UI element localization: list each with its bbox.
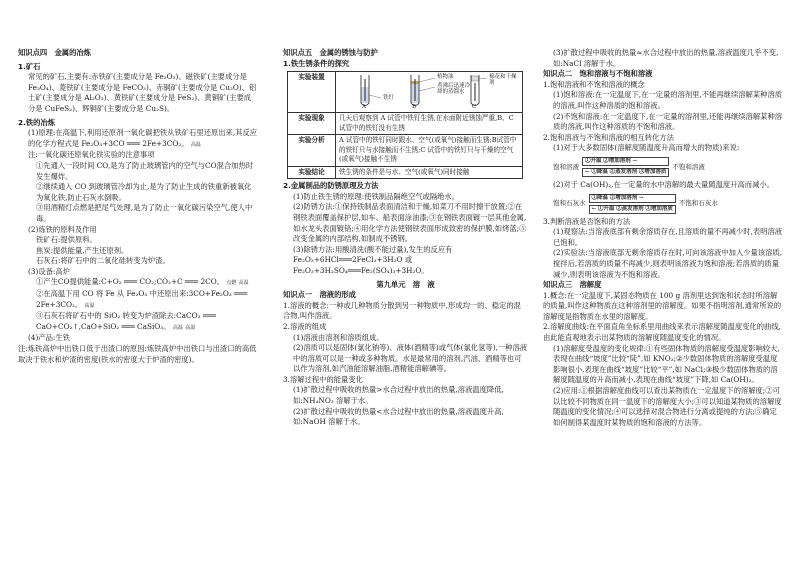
conversion-arrows (589, 193, 676, 215)
arrow-forward-conditions: ①升温 ②增加溶剂 → (582, 157, 669, 166)
note-heading: 注:一氧化碳还原氧化铁实验的注意事项 (28, 150, 155, 160)
test-tube-b (411, 75, 419, 106)
conversion-right: 不饱和石灰水 (678, 199, 718, 208)
conversion-right: 不饱和溶液 (672, 162, 705, 171)
paragraph: (2)实验法:当溶液底部无剩余溶质存在时,可向该溶液中加入少量该溶质,搅拌后,若溶质的质量不再减少,则表明该溶液为饱和溶液;若溶质的质量减少,则表明该溶液为不饱和溶液。 (553, 248, 783, 279)
equation-line: ②在高温下用 CO 将 Fe 从 Fe₂O₃ 中还原出来:3CO+Fe₂O₃ ═══ 2Fe+3CO₂。 高温 (18, 289, 258, 311)
paragraph: 石灰石:将矿石中的二氧化硅转变为炉渣。 (36, 256, 170, 266)
reaction-condition: 点燃 (226, 280, 237, 287)
label-nail: 铁钉 (383, 95, 395, 102)
conversion-diagram-2 (553, 193, 783, 215)
table-cell: 几天后观察到 A 试管中铁钉生锈,在水面附近锈蚀严重,B、C试管中的铁钉没有生锈 (336, 113, 523, 135)
table-row-label: 实验分析 (288, 135, 336, 167)
apparatus-figure (336, 72, 523, 113)
conversion-left: 饱和石灰水 (553, 199, 586, 208)
column-left (18, 48, 258, 365)
reaction-condition: 高温 (185, 324, 196, 331)
section-title: 知识点三 溶解度 (543, 280, 602, 290)
conversion-diagram-1 (553, 156, 783, 178)
section-title: 知识点四 金属的冶炼 (18, 48, 91, 57)
label-oil: 植物油 (437, 74, 454, 81)
paragraph: 常见的矿石,主要有:赤铁矿(主要成分是 Fe₂O₃)、磁铁矿(主要成分是 Fe₃O₄)、菱铁矿(主要成分是 FeCO₃)、赤铜矿(主要成分是 Cu₂O)、铝土矿(主要成分是 Al₂O₃)、黄铁矿(主要成分是 FeS₂)、黄铜矿(主要成分是 CuFeS₂)、辉铜矿(主要成分是 Cu₂S)。 (28, 72, 257, 113)
tube-letter-a: A (362, 104, 366, 111)
paragraph: (1)对于大多数固体(溶解度随温度升高而增大的物质)来说: (553, 143, 740, 153)
paragraph: (3)除锈方法:用酸清洗(酸不能过量),发生的反应有 Fe₂O₃+6HCl═══2FeCl₃+3H₂O 或 Fe₂O₃+3H₂SO₄═══Fe₂(SO₄)₃+3H₂O。 (293, 244, 453, 275)
equation-line: ③石灰石将矿石中的 SiO₂ 转变为炉渣除去:CaCO₃ ═══ CaO+CO₂↑,CaO+SiO₂ ═══ CaSiO₃。 高温 高温 (18, 311, 258, 333)
unit-title: 第九单元 溶 液 (376, 279, 435, 289)
paragraph: 1.饱和溶液和不饱和溶液的概念 (543, 79, 645, 89)
note-item: ①先通入一段时间 CO,是为了防止玻璃管内的空气与CO混合加热时发生爆炸。 (36, 160, 254, 181)
arrow-backward-conditions: ← ①升温 ②蒸发溶剂 ③增加溶质 (589, 205, 676, 214)
equation-line: ①产生CO提供能量:C+O₂ ═══ CO₂;CO₂+C ═══ 2CO。 点燃 高温 (18, 277, 258, 289)
table-cell: A 试管中的铁钉同时跟水、空气(或氧气)接触而生锈;B试管中的铁钉只与水接触而不生锈;C 试管中的铁钉只与干燥的空气(或氧气)接触不生锈 (336, 135, 523, 167)
tube-letter-b: B (412, 104, 417, 111)
paragraph: 2.溶液的组成 (283, 321, 327, 331)
paragraph: (3)扩散过程中吸收的热量≈水合过程中放出的热量,溶液温度几乎不变,如:NaCl 溶解于水。 (553, 48, 779, 68)
paragraph: 3.判断溶液是否饱和的方法 (543, 216, 631, 226)
paragraph: (2)防锈方法:①保持铁制品表面清洁和干燥,如菜刀不用时擦干放置;②在钢铁表面覆盖保护层,如车、船表面涂油漆;③在钢铁表面镀一层其他金属,如水龙头表面镀铬;④用化学方法使钢铁表面形成致密的保护膜,如烤蓝;⑤改变金属的内部结构,如制成不锈钢。 (293, 202, 527, 244)
subsection-heading: 1.矿石 (18, 61, 41, 71)
subsection-heading: 2.金属制品的防锈原理及方法 (283, 181, 379, 191)
paragraph: (1)溶液由溶剂和溶质组成。 (293, 332, 384, 342)
paragraph: 1.概念:在一定温度下,某固态物质在 100 g 溶剂里达到饱和状态时所溶解的质量,叫作这种物质在这种溶剂里的溶解度。如果不指明溶剂,通常所说的溶解度是指物质在水里的溶解度。 (543, 290, 782, 321)
reaction-condition: 高温 (172, 324, 183, 331)
section-title: 知识点一 溶液的形成 (283, 290, 356, 300)
paragraph: 焦炭:提供能量,产生还原剂。 (36, 245, 129, 255)
paragraph: (1)扩散过程中吸收的热量>水合过程中放出的热量,溶液温度降低,如:NH₄NO₃ 溶解于水。 (293, 385, 504, 406)
reaction-condition: 高温 (84, 302, 95, 309)
paragraph: (2)应用:①根据溶解度曲线可以查出某物质在一定温度下的溶解度;②可以比较不同物质在同一温度下的溶解度大小;③可以知道某物质的溶解度随温度的变化情况;④可以选择对混合物进行分离或提纯的方法;⑤确定如何制得某温度时某物质的饱和溶液的方法等。 (553, 386, 782, 427)
note-item: ③用酒精灯点燃是把尾气处理,是为了防止一氧化碳污染空气,使人中毒。 (36, 203, 253, 223)
table-row-label: 实验装置 (288, 72, 336, 113)
paragraph: (1)观察法:当溶液底部有剩余溶质存在,且溶质的量不再减少时,表明溶液已饱和。 (553, 227, 783, 247)
subsection-heading: 1.铁生锈条件的探究 (283, 58, 350, 68)
table-cell: 铁生锈的条件是与水、空气(或氧气)同时接触 (336, 166, 523, 179)
paragraph: (3)设备:高炉 (28, 266, 70, 276)
experiment-table (287, 71, 523, 179)
paragraph: (2)不饱和溶液:在一定温度下,在一定量的溶剂里,还能再继续溶解某种溶质的溶液,叫作这种溶质的不饱和溶液。 (553, 111, 783, 132)
label-water: 煮沸后迅速冷却的蒸馏水 (437, 83, 471, 96)
paragraph: (2)扩散过程中吸收的热量<水合过程中放出的热量,溶液温度升高,如:NaOH 溶解于水。 (293, 406, 504, 427)
reaction-condition: 高温 (238, 280, 249, 287)
paragraph: (2)炼铁的原料及作用 (28, 224, 97, 234)
note: 注:炼铁高炉中出铁口低于出渣口的原因:炼铁高炉中出铁口与出渣口的高低取决于铁水和炉渣的密度(铁水的密度大于炉渣的密度)。 (18, 344, 257, 364)
note-item: ②继续通入 CO 到玻璃管冷却为止,是为了防止生成的铁重新被氧化为氧化铁,防止石灰水倒吸。 (36, 182, 252, 202)
paragraph: (2)对于 Ca(OH)₂,在一定量的水中溶解的最大量随温度升高而减小。 (553, 179, 774, 189)
arrow-forward-conditions: ①降温 ②增加溶剂 → (589, 194, 676, 203)
column-right (543, 48, 783, 428)
paragraph: 2.饱和溶液与不饱和溶液的相互转化方法 (543, 132, 675, 142)
paragraph: (1)饱和溶液:在一定温度下,在一定量的溶剂里,不能再继续溶解某种溶质的溶液,叫作这种溶质的饱和溶液。 (553, 90, 783, 110)
paragraph: (4)产品:生铁 (28, 333, 70, 343)
conversion-arrows (582, 156, 669, 178)
subsection-heading: 2.铁的冶炼 (18, 117, 56, 127)
tube-letter-c: C (472, 104, 477, 111)
section-title: 知识点二 饱和溶液与不饱和溶液 (543, 69, 653, 79)
test-tube-a (361, 75, 369, 106)
paragraph: 铁矿石:提供原料。 (36, 235, 97, 245)
paragraph: 3.溶解过程中的能量变化 (283, 374, 363, 384)
table-row-label: 实验现象 (288, 113, 336, 135)
column-middle (283, 48, 528, 428)
paragraph: (1)防止铁生锈的原理:使铁制品隔绝空气或隔绝水。 (293, 191, 460, 201)
paragraph: (2)溶质可以是固体(氯化钠等)、液体(酒精等)或气体(氯化氢等),一种溶液中的溶质可以是一种或多种物质。水是最常用的溶剂,汽油、酒精等也可以作为溶剂,如汽油能溶解油脂,酒精能溶解碘等。 (293, 343, 528, 374)
arrow-backward-conditions: ← ①降温 ②蒸发溶剂 ③增加溶质 (582, 168, 669, 177)
paragraph: 2.溶解度曲线:在平面直角坐标系里用曲线来表示溶解度随温度变化的曲线,由此能直观地表示出某物质的溶解度随温度变化的情况。 (543, 322, 781, 343)
paragraph: 1.溶液的概念:一种或几种物质分散到另一种物质中,形成均一的、稳定的混合物,叫作溶液。 (283, 300, 521, 321)
paragraph: (1)原理:在高温下,利用还原剂一氧化碳把铁从铁矿石里还原出来,其反应的化学方程式是 Fe₂O₃+3CO ═══ 2Fe+3CO₂。 高温 (18, 128, 258, 150)
paragraph: (1)溶解度受温度的变化规律:①有些固体物质的溶解度受温度影响较大,表现在曲线“坡度”比较“陡”,如 KNO₃;②少数固体物质的溶解度受温度影响很小,表现在曲线“坡度”比较“平”,如 NaCl;③极少数固体物质的溶解度随温度的升高而减小,表现在曲线“坡度”下降,如 Ca(OH)₂。 (553, 343, 780, 385)
reaction-condition: 高温 (190, 141, 201, 148)
conversion-left: 饱和溶液 (553, 162, 579, 171)
table-row-label: 实验结论 (288, 166, 336, 179)
label-desiccant: 棉花和干燥剂 (489, 74, 517, 87)
section-title: 知识点五 金属的锈蚀与防护 (283, 48, 378, 57)
